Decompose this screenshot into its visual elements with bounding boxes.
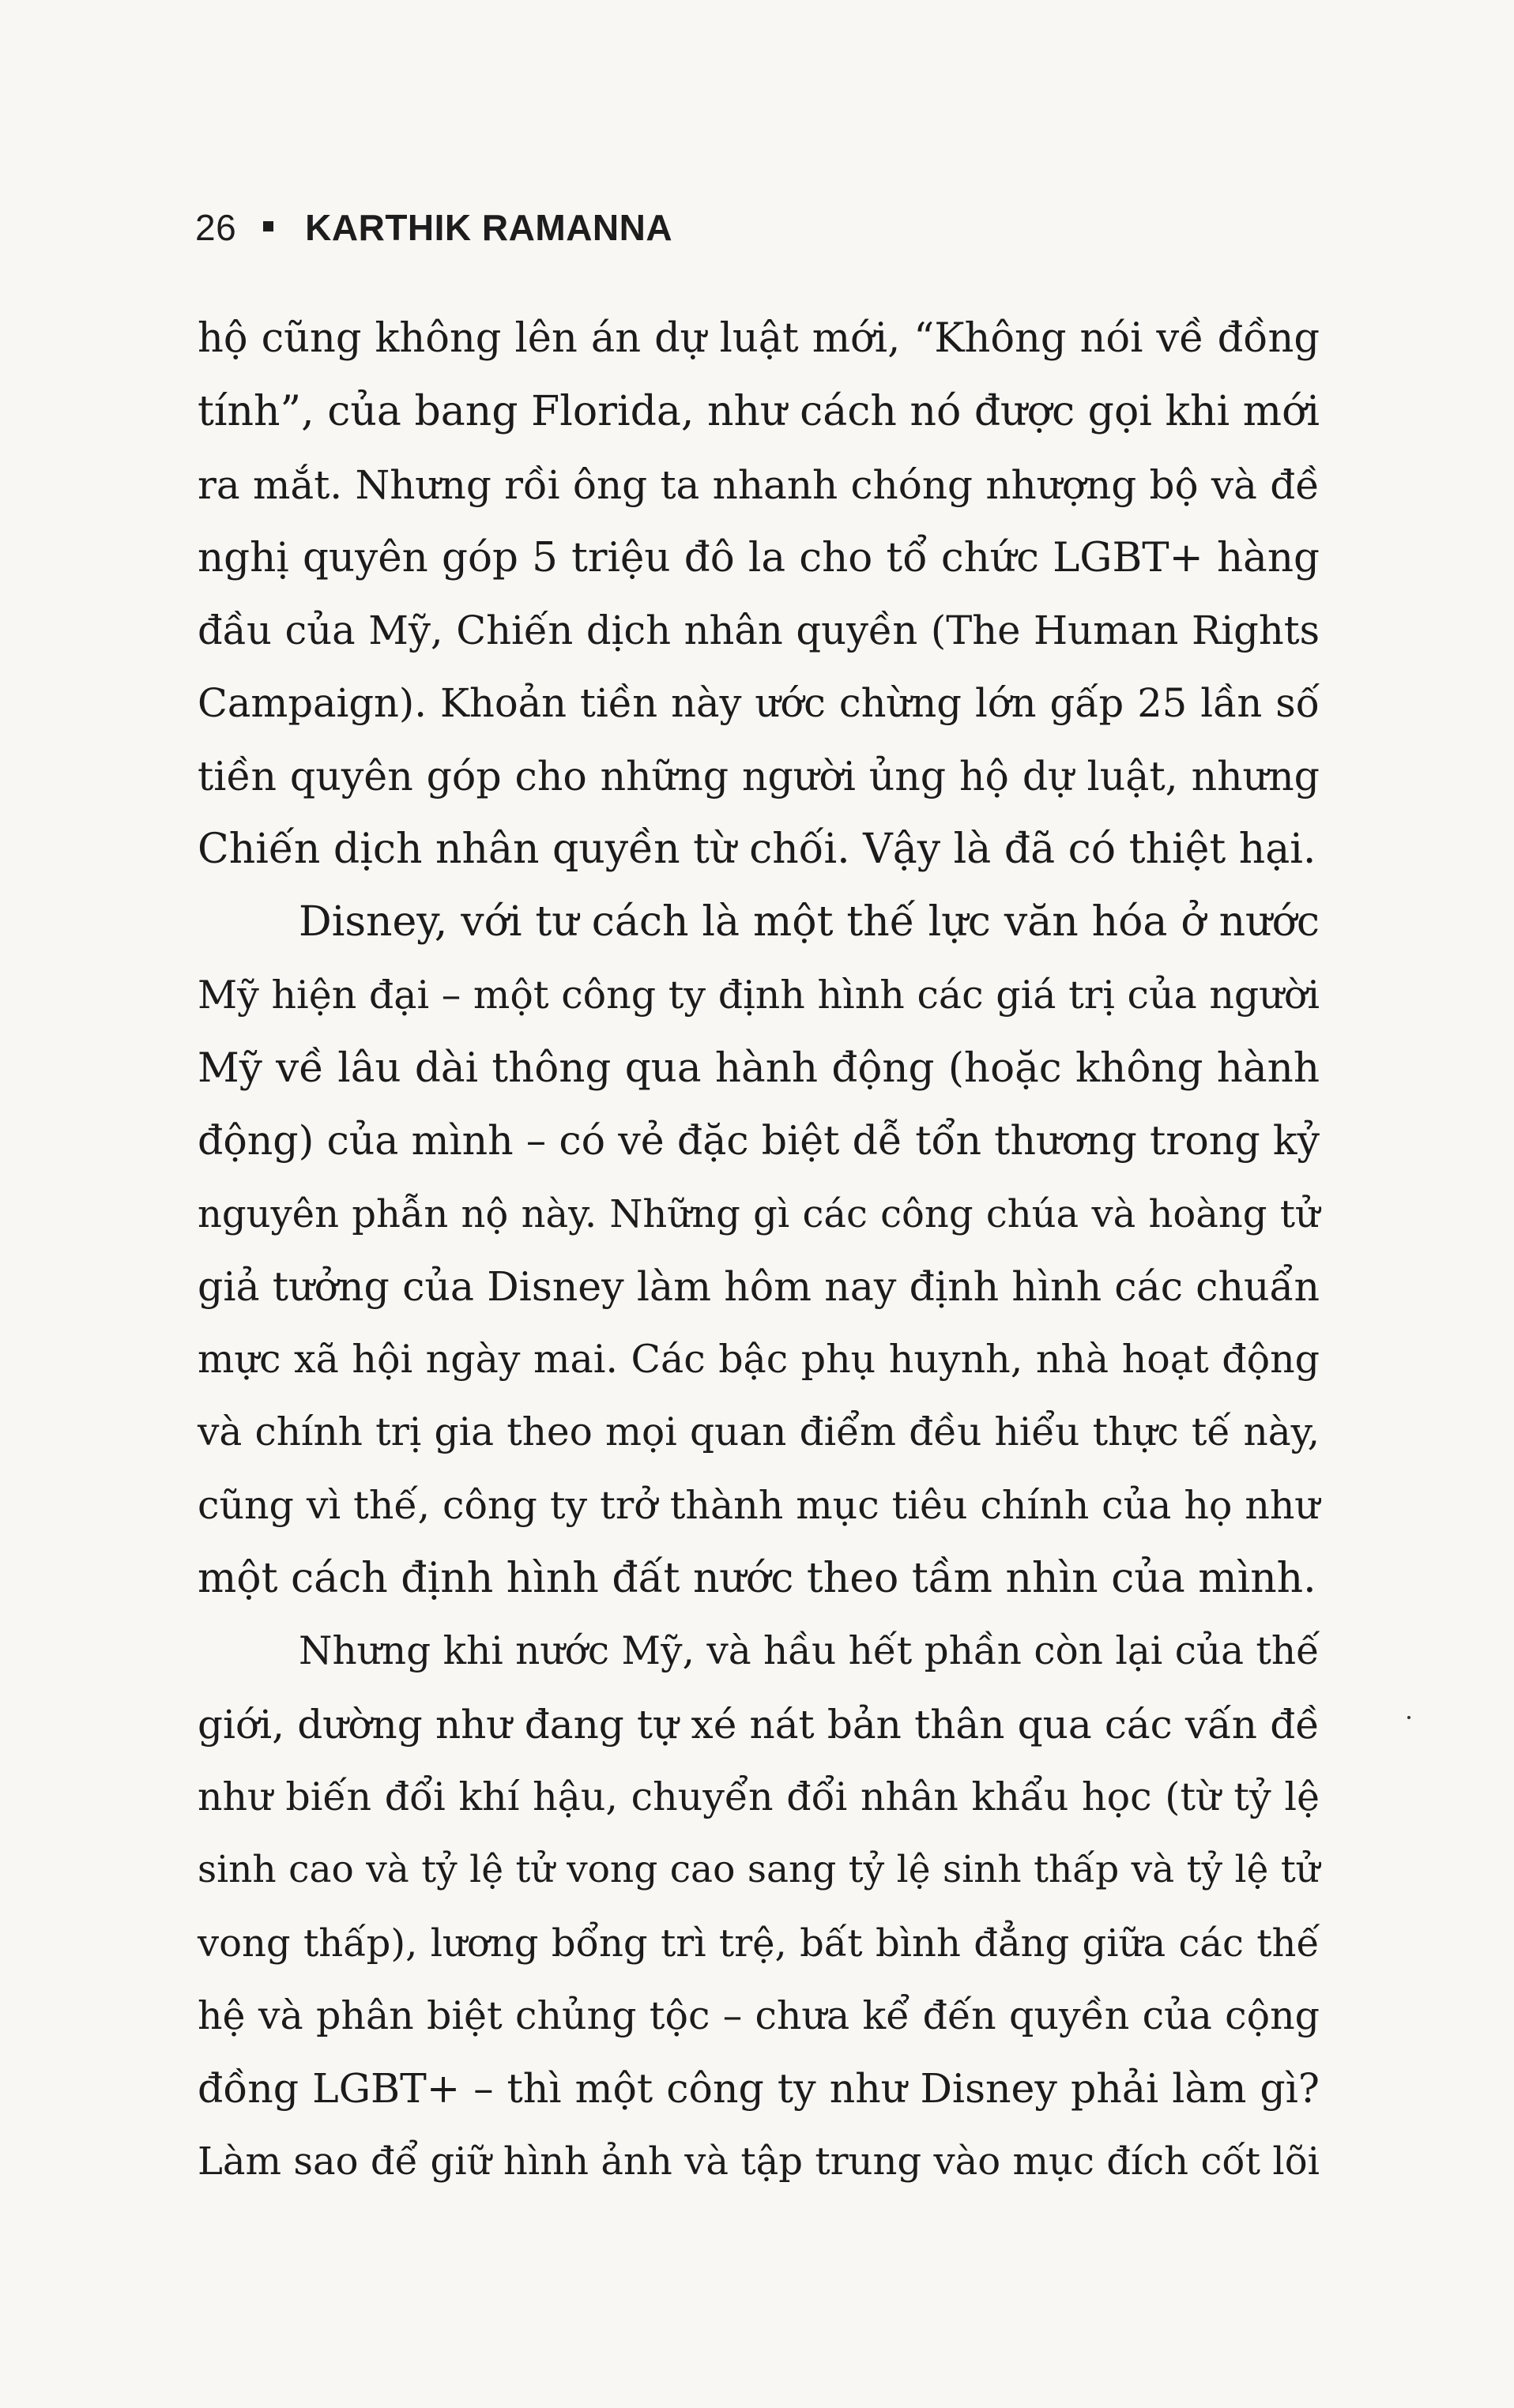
page-number: 26: [195, 207, 237, 248]
text-line: giả tưởng của Disney làm hôm nay định hình các chuẩn: [198, 1262, 1320, 1310]
text-line: Mỹ về lâu dài thông qua hành động (hoặc không hành: [198, 1044, 1320, 1092]
text-line: giới, dường như đang tự xé nát bản thân qua các vấn đề: [198, 1701, 1320, 1748]
text-line: nguyên phẫn nộ này. Những gì các công chúa và hoàng tử: [198, 1191, 1320, 1236]
text-line: hệ và phân biệt chủng tộc – chưa kể đến quyền của cộng: [198, 1992, 1320, 2038]
text-line: Campaign). Khoản tiền này ước chừng lớn gấp 25 lần số: [198, 680, 1320, 727]
text-line: hộ cũng không lên án dự luật mới, “Không nói về đồng: [198, 315, 1320, 362]
text-line: đồng LGBT+ – thì một công ty như Disney phải làm gì?: [198, 2065, 1320, 2113]
text-line: nghị quyên góp 5 triệu đô la cho tổ chức LGBT+ hàng: [198, 533, 1320, 581]
text-line: và chính trị gia theo mọi quan điểm đều hiểu thực tế này,: [198, 1410, 1320, 1455]
header-bullet-icon: [263, 221, 273, 231]
text-line: Mỹ hiện đại – một công ty định hình các giá trị của người: [198, 972, 1320, 1018]
stray-dot-mark: [1407, 1716, 1410, 1719]
text-line: mực xã hội ngày mai. Các bậc phụ huynh, nhà hoạt động: [198, 1337, 1320, 1383]
body-text: [198, 303, 1320, 2199]
text-line: đầu của Mỹ, Chiến dịch nhân quyền (The Human Rights: [198, 608, 1320, 654]
text-line: như biến đổi khí hậu, chuyển đổi nhân khẩu học (từ tỷ lệ: [198, 1774, 1320, 1819]
text-line: cũng vì thế, công ty trở thành mục tiêu chính của họ như: [198, 1482, 1320, 1528]
text-line: vong thấp), lương bổng trì trệ, bất bình đẳng giữa các thế: [198, 1921, 1320, 1966]
text-line: tiền quyên góp cho những người ủng hộ dự luật, nhưng: [198, 752, 1320, 800]
text-line: Disney, với tư cách là một thế lực văn hóa ở nước: [299, 898, 1320, 946]
text-line: tính”, của bang Florida, như cách nó được gọi khi mới: [198, 388, 1320, 436]
text-line: Nhưng khi nước Mỹ, và hầu hết phần còn lại của thế: [299, 1629, 1320, 1674]
text-line: ra mắt. Nhưng rồi ông ta nhanh chóng nhượng bộ và đề: [198, 461, 1320, 508]
text-line: một cách định hình đất nước theo tầm nhìn của mình.: [198, 1555, 1316, 1603]
running-header-author: KARTHIK RAMANNA: [305, 207, 673, 248]
text-line: động) của mình – có vẻ đặc biệt dễ tổn thương trong kỷ: [198, 1117, 1320, 1164]
text-line: sinh cao và tỷ lệ tử vong cao sang tỷ lệ sinh thấp và tỷ lệ tử: [198, 1848, 1320, 1892]
text-line: Chiến dịch nhân quyền từ chối. Vậy là đã có thiệt hại.: [198, 826, 1316, 874]
running-header: [195, 204, 672, 251]
text-line: Làm sao để giữ hình ảnh và tập trung vào mục đích cốt lõi: [198, 2139, 1320, 2184]
